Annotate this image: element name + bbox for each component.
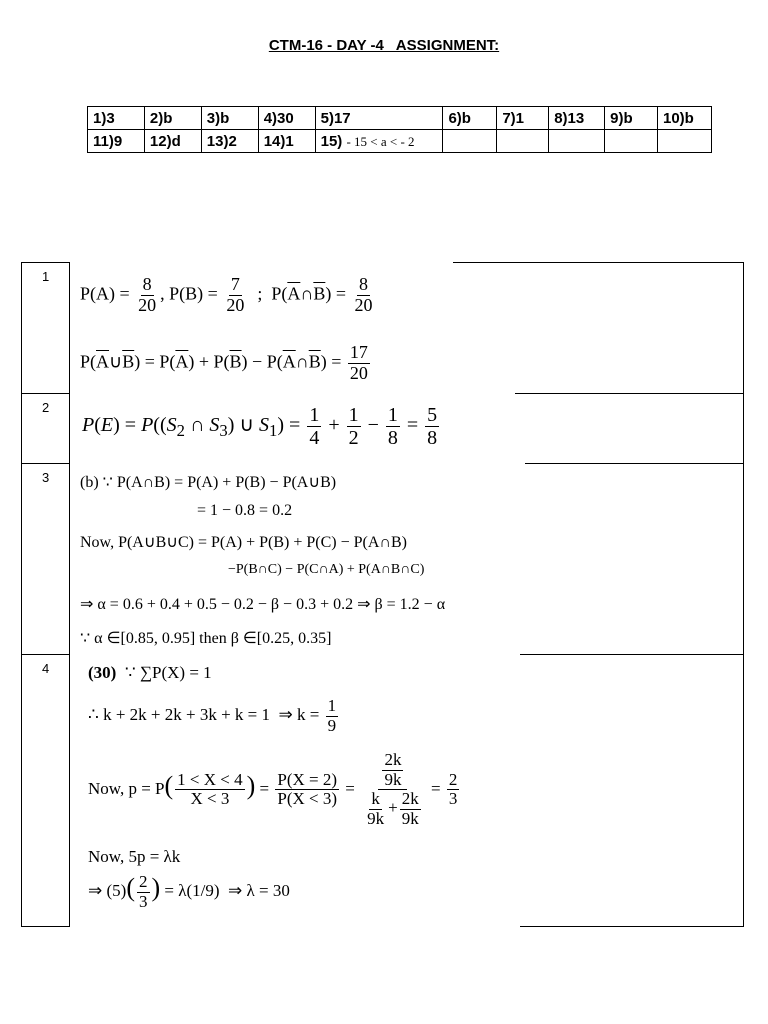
solution-4-line-2: ∴ k + 2k + 2k + 3k + k = 1 ⇒ k = $\frac{1}{9}$ <box>88 696 337 735</box>
answer-cell: 10)b <box>658 107 712 130</box>
answer-cell <box>549 130 605 153</box>
number-cell <box>22 655 70 926</box>
solution-4-line-1: (30) ∵ ∑P(X) = 1 <box>88 663 212 682</box>
solution-3-line-4: −P(B∩C) − P(C∩A) + P(A∩B∩C) <box>228 562 425 577</box>
solutions-table <box>21 262 745 927</box>
solution-3-line-6: ∵ α ∈[0.85, 0.95] then β ∈[0.25, 0.35] <box>80 630 332 647</box>
answer-row <box>88 130 712 153</box>
answer-key-table <box>87 106 712 153</box>
solution-4-line-3: Now, p = P( $\frac{1 < X < 4}{X < 3}$ ) = $\frac{P(X = 2)}{P(X < 3)}$ = $\frac{2k}{9k}$ $\frac{k}{9k}$ + $\frac{2k}{9k}$ = $\frac{2}{3}$ <box>88 750 458 829</box>
solution-row <box>21 463 744 655</box>
number-cell <box>22 394 70 463</box>
page-title: CTM-16 - DAY -4_ ASSIGNMENT: <box>268 37 500 54</box>
answer-cell: 8)13 <box>549 107 605 130</box>
answer-cell: 1)3 <box>88 107 145 130</box>
answer-cell: 6)b <box>443 107 497 130</box>
solution-3-line-5: ⇒ α = 0.6 + 0.4 + 0.5 − 0.2 − β − 0.3 + 0.2 ⇒ β = 1.2 − α <box>80 596 446 613</box>
solution-4-line-5: ⇒ (5)( $\frac{2}{3}$ ) = λ(1/9) ⇒ λ = 30 <box>88 872 290 911</box>
answer-row <box>88 107 712 130</box>
answer-cell: 5)17 <box>315 107 443 130</box>
answer-cell: 2)b <box>144 107 201 130</box>
answer-label: 15) <box>320 132 343 150</box>
answer-cell <box>605 130 658 153</box>
solution-2-line-1: $P(E) = P((S_2$ ∩ $S_3$) ∪ $S_1$) = $\frac{1}{4}$ + $\frac{1}{2}$ − $\frac{1}{8}$ = $\frac{5}{8}$ <box>82 404 438 449</box>
answer-cell: 13)2 <box>201 130 258 153</box>
solution-4-line-4: Now, 5p = λk <box>88 847 181 866</box>
answer-cell: 14)1 <box>258 130 315 153</box>
solution-row <box>21 393 744 464</box>
solution-number: 1 <box>42 269 50 284</box>
answer-cell <box>658 130 712 153</box>
answer-cell: 9)b <box>605 107 658 130</box>
number-cell <box>22 464 70 654</box>
answer-cell: 11)9 <box>88 130 145 153</box>
answer-cell <box>315 130 443 153</box>
answer-cell <box>497 130 549 153</box>
solution-number: 2 <box>42 400 50 415</box>
solution-row <box>21 654 744 927</box>
solution-row <box>21 262 744 394</box>
answer-cell <box>443 130 497 153</box>
solution-1-line-2: $P(\overline{A}\cup\overline{B}) = P(\overline{A}) + P(\overline{B})$ − $P(\overline{A}\cap\overline{B})$ = $\frac{17}{20}$ <box>80 342 368 383</box>
solution-number: 3 <box>42 470 50 485</box>
solution-3-line-2: = 1 − 0.8 = 0.2 <box>197 502 293 519</box>
solution-3-line-1: (b) ∵ P(A∩B) = P(A) + P(B) − P(A∪B) <box>80 474 337 491</box>
number-cell <box>22 263 70 393</box>
solution-3-line-3: Now, P(A∪B∪C) = P(A) + P(B) + P(C) − P(A∩B) <box>80 534 407 551</box>
solution-number: 4 <box>42 661 50 676</box>
answer-cell: 7)1 <box>497 107 549 130</box>
solution-1-line-1: P(A) = $\frac{8}{20}$ , P(B) = $\frac{7}{20}$ ; $P(\overline{A}\cap\overline{B})$ = $\frac{8}{20}$ <box>80 274 373 315</box>
answer-cell: 3)b <box>201 107 258 130</box>
q15-inequality: - 15 < a < - 2 <box>346 133 415 149</box>
answer-cell: 4)30 <box>258 107 315 130</box>
answer-cell: 12)d <box>144 130 201 153</box>
